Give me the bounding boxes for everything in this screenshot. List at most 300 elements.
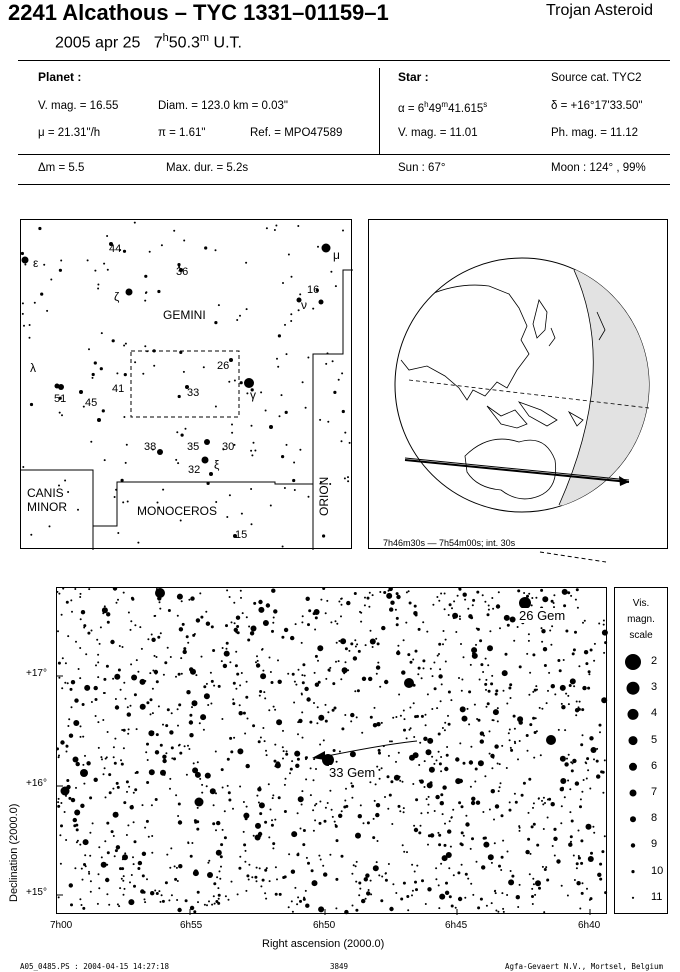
- chart-star: [302, 843, 305, 846]
- chart-star: [502, 908, 504, 910]
- chart-star: [495, 910, 497, 912]
- chart-star: [548, 798, 551, 801]
- chart-star: [318, 855, 320, 857]
- chart-star: [127, 733, 129, 735]
- chart-star: [438, 674, 442, 678]
- chart-star: [130, 705, 132, 707]
- star-label-38: 38: [144, 441, 157, 453]
- chart-star: [582, 882, 584, 884]
- chart-star: [369, 781, 371, 783]
- chart-star: [270, 809, 272, 811]
- chart-star: [64, 682, 66, 684]
- chart-star: [475, 644, 477, 646]
- chart-star: [573, 855, 575, 857]
- finder-faint-star: [281, 455, 284, 458]
- chart-star: [418, 831, 421, 834]
- chart-star: [143, 891, 146, 894]
- chart-star: [155, 798, 158, 801]
- chart-star: [409, 729, 411, 731]
- chart-star: [587, 687, 590, 690]
- chart-star: [356, 861, 358, 863]
- chart-star: [275, 893, 278, 896]
- chart-star: [604, 835, 606, 837]
- chart-star: [305, 778, 307, 780]
- chart-star: [581, 791, 583, 793]
- chart-star: [576, 867, 578, 869]
- chart-star: [581, 708, 584, 711]
- chart-star: [259, 802, 265, 808]
- chart-star: [480, 898, 483, 901]
- chart-star: [370, 639, 376, 645]
- chart-star: [428, 834, 431, 837]
- chart-star: [413, 825, 415, 827]
- chart-star: [325, 704, 327, 706]
- chart-star: [504, 615, 510, 621]
- info-bottom-rule: [18, 184, 670, 185]
- star-chart-canvas: [57, 588, 608, 915]
- chart-star: [399, 780, 401, 782]
- chart-star: [301, 711, 303, 713]
- chart-star: [57, 805, 60, 808]
- chart-star: [67, 725, 69, 727]
- star-label-51: 51: [54, 393, 67, 405]
- chart-star: [81, 868, 83, 870]
- chart-star: [442, 813, 444, 815]
- chart-star: [359, 888, 361, 890]
- finder-faint-star: [342, 230, 344, 232]
- chart-star: [363, 822, 365, 824]
- legend-dot-4: [628, 709, 639, 720]
- chart-star: [578, 665, 580, 667]
- chart-star: [529, 672, 531, 674]
- chart-star: [545, 866, 547, 868]
- chart-star: [264, 869, 267, 872]
- chart-star: [310, 794, 312, 796]
- chart-star: [339, 751, 341, 753]
- chart-star: [497, 763, 499, 765]
- chart-star: [568, 703, 570, 705]
- chart-star: [376, 803, 380, 807]
- chart-star: [423, 737, 427, 741]
- chart-star: [396, 592, 399, 595]
- chart-star: [589, 736, 593, 740]
- finder-faint-star: [137, 542, 139, 544]
- finder-faint-star: [117, 532, 119, 534]
- chart-star: [210, 672, 212, 674]
- chart-star: [463, 593, 467, 597]
- chart-star: [582, 734, 584, 736]
- chart-star: [235, 664, 238, 667]
- finder-faint-star: [246, 308, 248, 310]
- finder-faint-star: [153, 349, 156, 352]
- chart-star: [367, 597, 370, 600]
- chart-star: [107, 851, 110, 854]
- chart-star: [343, 672, 345, 674]
- finder-faint-star: [299, 449, 301, 451]
- chart-star: [487, 613, 490, 616]
- chart-star: [142, 852, 146, 856]
- chart-star: [61, 687, 63, 689]
- chart-star: [60, 824, 63, 827]
- chart-star: [365, 898, 367, 900]
- chart-star: [211, 625, 214, 628]
- chart-star: [507, 851, 509, 853]
- chart-star: [569, 684, 572, 687]
- finder-faint-star: [103, 263, 105, 265]
- chart-star: [505, 653, 508, 656]
- chart-star: [486, 706, 488, 708]
- chart-star: [257, 660, 259, 662]
- chart-star: [519, 827, 521, 829]
- star-label-epsilon: ε: [33, 256, 39, 270]
- chart-star: [177, 594, 183, 600]
- chart-star: [268, 783, 270, 785]
- chart-star: [448, 691, 451, 694]
- chart-star: [248, 626, 250, 628]
- chart-star: [390, 601, 394, 605]
- chart-star: [79, 844, 81, 846]
- chart-star: [222, 647, 224, 649]
- chart-star: [571, 769, 574, 772]
- chart-star: [218, 894, 221, 897]
- chart-star: [259, 867, 261, 869]
- chart-star: [181, 673, 183, 675]
- chart-star: [345, 805, 348, 808]
- chart-star: [517, 758, 519, 760]
- chart-star: [244, 861, 246, 863]
- chart-star: [444, 608, 446, 610]
- chart-star: [149, 672, 151, 674]
- legend-mag-8: 8: [651, 812, 658, 825]
- chart-star: [571, 820, 574, 823]
- chart-star: [446, 746, 448, 748]
- chart-star: [574, 879, 576, 881]
- chart-star: [447, 715, 449, 717]
- chart-star: [435, 795, 439, 799]
- star-heading: Star :: [398, 70, 429, 84]
- chart-star: [271, 681, 274, 684]
- chart-star: [519, 665, 522, 668]
- x-tick-6h40: 6h40: [578, 920, 601, 931]
- chart-star: [254, 876, 257, 879]
- chart-star: [528, 812, 530, 814]
- chart-star: [265, 898, 267, 900]
- chart-star: [247, 718, 249, 720]
- legend-dot-6: [629, 763, 637, 771]
- chart-star: [516, 895, 520, 899]
- chart-star: [121, 867, 124, 870]
- chart-star: [355, 833, 361, 839]
- chart-star: [374, 707, 376, 709]
- chart-star: [80, 804, 84, 808]
- star-label-lambda: λ: [30, 361, 36, 375]
- chart-star: [245, 817, 248, 820]
- chart-star: [257, 787, 261, 791]
- chart-star: [531, 895, 534, 898]
- chart-star: [211, 904, 213, 906]
- chart-star: [541, 627, 543, 629]
- finder-faint-star: [21, 252, 24, 255]
- chart-star: [116, 602, 118, 604]
- finder-faint-star: [50, 279, 52, 281]
- chart-star: [215, 829, 217, 831]
- chart-star: [123, 801, 126, 804]
- chart-star: [347, 669, 349, 671]
- chart-star: [459, 618, 461, 620]
- chart-star: [207, 872, 213, 878]
- chart-star: [506, 767, 508, 769]
- chart-star: [338, 640, 340, 642]
- chart-star: [503, 911, 505, 913]
- chart-star: [438, 643, 441, 646]
- star-phmag: Ph. mag. = 11.12: [551, 127, 639, 139]
- chart-star: [358, 814, 362, 818]
- finder-faint-star: [157, 290, 160, 293]
- finder-faint-star: [124, 373, 127, 376]
- chart-star: [113, 835, 115, 837]
- chart-star: [90, 880, 92, 882]
- planet-motion: μ = 21.31"/h: [38, 127, 101, 139]
- chart-star: [559, 669, 562, 672]
- chart-star: [392, 717, 394, 719]
- chart-star: [104, 605, 106, 607]
- chart-star: [580, 862, 583, 865]
- chart-star: [572, 652, 575, 655]
- chart-star: [84, 854, 86, 856]
- chart-star: [278, 680, 282, 684]
- chart-star: [71, 611, 73, 613]
- finder-faint-star: [112, 339, 115, 342]
- chart-star: [544, 802, 546, 804]
- chart-star: [113, 588, 117, 591]
- chart-star: [131, 874, 133, 876]
- chart-star: [163, 774, 165, 776]
- chart-star: [403, 807, 405, 809]
- chart-star: [436, 596, 438, 598]
- chart-star: [567, 780, 569, 782]
- chart-star: [151, 835, 153, 837]
- chart-star: [129, 881, 131, 883]
- chart-star: [171, 757, 173, 759]
- chart-star: [463, 762, 466, 765]
- chart-star: [360, 612, 362, 614]
- finder-bright-star: [79, 390, 83, 394]
- chart-star: [440, 801, 444, 805]
- chart-star: [301, 790, 303, 792]
- object-category: Trojan Asteroid: [546, 2, 654, 19]
- chart-star: [142, 804, 144, 806]
- chart-star: [291, 831, 297, 837]
- chart-star: [420, 779, 424, 783]
- chart-star: [177, 725, 179, 727]
- chart-star: [287, 673, 289, 675]
- chart-star: [440, 770, 442, 772]
- chart-star: [400, 715, 402, 717]
- chart-star: [197, 761, 199, 763]
- chart-star: [450, 846, 452, 848]
- chart-star: [375, 813, 379, 817]
- chart-star: [546, 880, 548, 882]
- chart-star: [177, 815, 179, 817]
- y-tick-17: +17°: [26, 668, 47, 679]
- chart-star: [548, 672, 550, 674]
- chart-star: [131, 675, 137, 681]
- chart-star: [100, 626, 102, 628]
- chart-star: [303, 829, 306, 832]
- chart-star: [222, 787, 224, 789]
- chart-star: [534, 731, 537, 734]
- chart-star: [123, 747, 125, 749]
- chart-star: [320, 859, 322, 861]
- chart-star: [461, 679, 463, 681]
- chart-star: [402, 844, 404, 846]
- chart-star: [131, 805, 133, 807]
- chart-star: [301, 642, 303, 644]
- chart-star: [495, 689, 498, 692]
- chart-star: [316, 722, 318, 724]
- chart-star: [121, 729, 123, 731]
- chart-star: [248, 879, 250, 881]
- finder-faint-star: [260, 391, 262, 393]
- chart-star: [225, 895, 227, 897]
- chart-star: [68, 718, 70, 720]
- chart-star: [482, 811, 484, 813]
- chart-star: [414, 871, 416, 873]
- chart-star: [152, 688, 154, 690]
- chart-star: [130, 620, 132, 622]
- chart-star: [253, 602, 256, 605]
- chart-star: [387, 775, 390, 778]
- chart-star: [313, 830, 315, 832]
- chart-star: [482, 594, 484, 596]
- chart-star: [69, 734, 73, 738]
- chart-star: [298, 719, 302, 723]
- finder-bright-star: [97, 418, 101, 422]
- chart-star: [506, 703, 508, 705]
- chart-star: [154, 615, 156, 617]
- chart-star: [554, 855, 556, 857]
- chart-star: [418, 764, 420, 766]
- chart-star: [73, 720, 79, 726]
- chart-star: [488, 605, 490, 607]
- chart-star: [259, 835, 261, 837]
- chart-star: [335, 620, 337, 622]
- chart-star: [509, 683, 512, 686]
- chart-star: [432, 675, 434, 677]
- chart-star: [465, 873, 468, 876]
- chart-star: [368, 606, 370, 608]
- chart-star: [246, 616, 248, 618]
- finder-faint-star: [161, 244, 163, 246]
- chart-star: [57, 747, 59, 750]
- chart-star: [399, 810, 401, 812]
- chart-star: [221, 718, 223, 720]
- chart-star: [252, 724, 255, 727]
- chart-star: [387, 808, 389, 810]
- chart-star: [370, 893, 372, 895]
- chart-star: [96, 639, 98, 641]
- chart-star: [428, 796, 430, 798]
- chart-star: [57, 630, 59, 632]
- chart-star: [237, 748, 243, 754]
- y-axis-label: Declination (2000.0): [8, 803, 20, 902]
- chart-star: [453, 874, 455, 876]
- chart-star: [517, 589, 520, 592]
- chart-star: [164, 661, 167, 664]
- chart-star: [325, 612, 327, 614]
- chart-star: [519, 830, 521, 832]
- chart-star: [368, 889, 370, 891]
- chart-star: [74, 698, 78, 702]
- finder-faint-star: [307, 357, 309, 359]
- chart-star: [283, 750, 285, 752]
- chart-star: [270, 671, 272, 673]
- chart-star: [262, 879, 265, 882]
- chart-star: [332, 709, 335, 712]
- chart-star: [543, 647, 547, 651]
- finder-faint-star: [146, 350, 148, 352]
- chart-star: [174, 865, 176, 867]
- chart-star: [307, 623, 310, 626]
- finder-faint-star: [246, 392, 248, 394]
- chart-star: [560, 685, 566, 691]
- chart-star: [403, 710, 405, 712]
- chart-star: [444, 823, 446, 825]
- finder-faint-star: [40, 293, 43, 296]
- chart-star: [106, 864, 108, 866]
- chart-star: [487, 664, 489, 666]
- chart-star: [374, 800, 376, 802]
- finder-faint-star: [59, 269, 62, 272]
- finder-faint-star: [319, 419, 321, 421]
- chart-star: [314, 819, 316, 821]
- chart-star: [100, 756, 102, 758]
- chart-star: [259, 695, 261, 697]
- chart-star: [380, 899, 383, 902]
- chart-star: [156, 680, 159, 683]
- chart-star: [302, 615, 304, 617]
- chart-star: [206, 904, 208, 906]
- chart-star: [427, 738, 433, 744]
- chart-star: [406, 851, 408, 853]
- finder-faint-star: [338, 379, 340, 381]
- chart-star: [391, 823, 393, 825]
- finder-faint-star: [204, 246, 207, 249]
- chart-star: [457, 871, 460, 874]
- chart-star: [367, 821, 370, 824]
- chart-star: [213, 895, 215, 897]
- chart-star: [373, 865, 379, 871]
- chart-star: [600, 770, 603, 773]
- chart-star: [448, 867, 450, 869]
- chart-star: [449, 820, 451, 822]
- chart-star: [293, 702, 295, 704]
- chart-star: [95, 664, 97, 666]
- chart-star: [288, 853, 290, 855]
- chart-star: [306, 597, 310, 601]
- chart-star: [547, 690, 549, 692]
- chart-star: [262, 727, 264, 729]
- chart-star: [216, 850, 222, 856]
- chart-star: [403, 639, 405, 641]
- chart-star: [495, 804, 499, 808]
- chart-star: [128, 728, 130, 730]
- chart-star: [409, 755, 415, 761]
- chart-star: [335, 824, 337, 826]
- chart-star: [302, 737, 304, 739]
- chart-star: [140, 704, 146, 710]
- chart-star: [496, 604, 500, 608]
